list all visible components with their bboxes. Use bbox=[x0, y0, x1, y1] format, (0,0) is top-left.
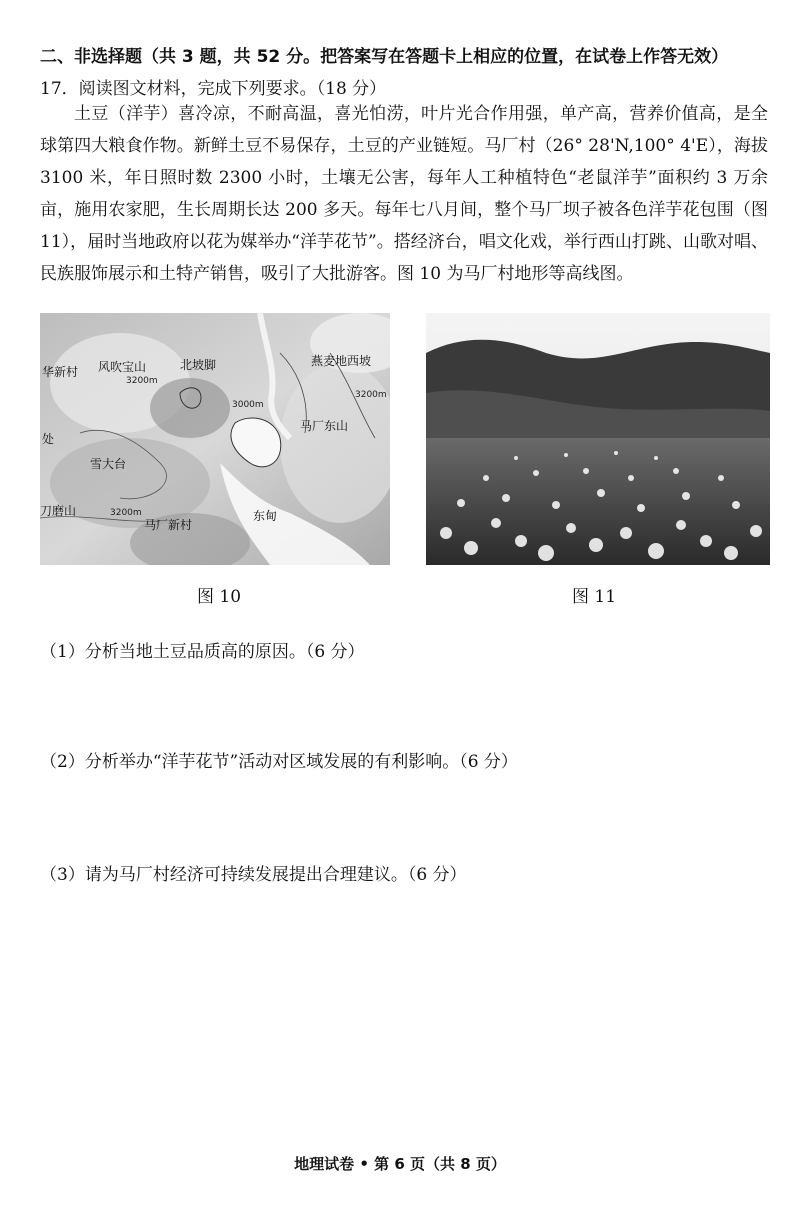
material-paragraph: 土豆（洋芋）喜冷凉，不耐高温，喜光怕涝，叶片光合作用强，单产高，营养价值高，是全球第四大粮食作物。新鲜土豆不易保存，土豆的产业链短。马厂村（26° 28'N,100° 4'E），海拔 3100 米，年日照时数 2300 小时，土壤无公害，每年人工种植特色“老鼠洋芋”面积约 3 万余亩，施用农家肥，生长周期长达 200 多天。每年七八月间，整个马厂坝子被各色洋芋花包围（图 11），届时当地政府以花为媒举办“洋芋花节”。搭经济台，唱文化戏，举行西山打跳、山歌对唱、民族服饰展示和土特产销售，吸引了大批游客。图 10 为马厂村地形等高线图。 bbox=[40, 104, 768, 284]
label-beipojiao: 北坡脚 bbox=[180, 358, 217, 372]
label-fengchui-baoshan: 风吹宝山 bbox=[98, 360, 147, 374]
label-xuedatai: 雪大台 bbox=[90, 457, 127, 471]
figure11-caption: 图 11 bbox=[572, 587, 617, 607]
contour-label-3: 3200m bbox=[355, 390, 387, 400]
contour-label-4: 3200m bbox=[110, 508, 142, 518]
label-dongdian: 东甸 bbox=[253, 509, 278, 523]
question-title: 17．阅读图文材料，完成下列要求。（18 分） bbox=[40, 79, 387, 99]
contour-map bbox=[40, 313, 390, 565]
label-yanmaidi-xipo: 燕麦地西坡 bbox=[311, 354, 372, 368]
contour-label-1: 3200m bbox=[126, 376, 158, 386]
label-machang-dongshan: 马厂东山 bbox=[300, 419, 349, 433]
flower-field-photo bbox=[426, 313, 770, 565]
label-machang-new-village: 马厂新村 bbox=[144, 518, 193, 532]
page-footer: 地理试卷 • 第 6 页（共 8 页） bbox=[294, 1155, 506, 1173]
subquestion-2: （2）分析举办“洋芋花节”活动对区域发展的有利影响。（6 分） bbox=[40, 752, 518, 772]
figure10-caption: 图 10 bbox=[197, 587, 242, 607]
section-heading: 二、非选择题（共 3 题，共 52 分。把答案写在答题卡上相应的位置，在试卷上作答无效） bbox=[40, 47, 729, 67]
label-daomoshan: 刀磨山 bbox=[40, 504, 77, 518]
subquestion-3: （3）请为马厂村经济可持续发展提出合理建议。（6 分） bbox=[40, 865, 467, 885]
subquestion-1: （1）分析当地土豆品质高的原因。（6 分） bbox=[40, 642, 365, 662]
label-huaxin-village: 华新村 bbox=[42, 365, 79, 379]
contour-label-2: 3000m bbox=[232, 400, 264, 410]
label-chu: 处 bbox=[42, 432, 55, 446]
